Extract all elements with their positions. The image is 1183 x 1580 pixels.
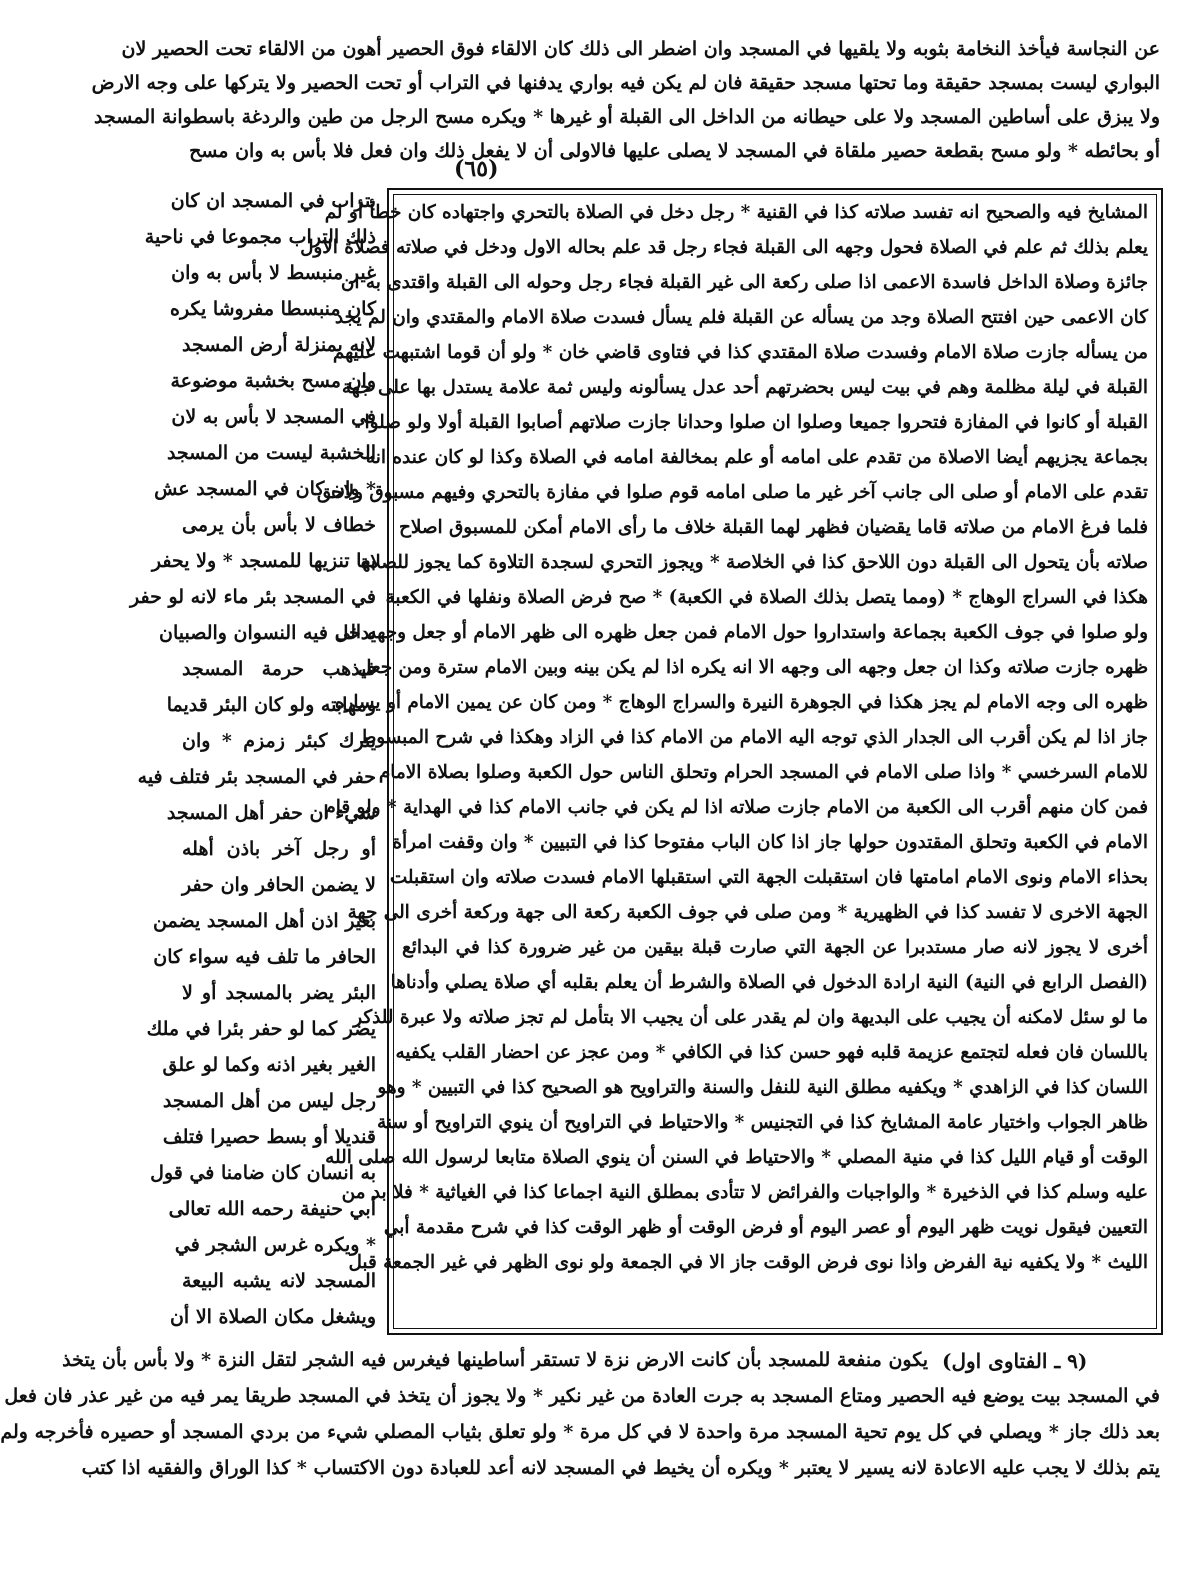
- main-line: ظاهر الجواب واختيار عامة المشايخ كذا في التجنيس * والاحتياط في التراويح أن ينوي التراويح أو سنة: [377, 1112, 1148, 1133]
- top-line: البواري ليست بمسجد حقيقة وما تحتها مسجد حقيقة فان لم يكن فيه بواري يدفنها في التراب أو تحت الحصير ولا يتركها على وجه الارض: [91, 72, 1160, 94]
- side-line: أو رجل آخر باذن أهله: [182, 838, 376, 860]
- side-line: المسجد لانه يشبه البيعة: [182, 1270, 376, 1292]
- main-line: فلما فرغ الامام من صلاته قاما يقضيان فظهر لهما القبلة خلاف ما رأى الامام أمكن للمسبوق اصلاح: [399, 517, 1148, 538]
- bottom-line: يكون منفعة للمسجد بأن كانت الارض نزة لا تستقر أساطينها فيغرس فيه الشجر لتقل النزة * ولا بأس بأن يتخذ: [62, 1349, 928, 1371]
- side-line: رجل ليس من أهل المسجد: [162, 1090, 376, 1112]
- main-line: بجماعة يجزيهم أيضا الاصلاة من تقدم على امامه أو علم بمخالفة امامه في الصلاة وكذا لو كان عنده انه: [365, 447, 1148, 468]
- side-line: فيذهب حرمة المسجد: [182, 658, 376, 680]
- main-line: المشايخ فيه والصحيح انه تفسد صلاته كذا في القنية * رجل دخل في الصلاة بالتحري واجتهاده كان خطأ أو لم: [324, 202, 1148, 223]
- side-line: خطاف لا بأس بأن يرمى: [182, 514, 376, 536]
- side-line: الخشبة ليست من المسجد: [166, 442, 376, 464]
- side-line: ويشغل مكان الصلاة الا أن: [169, 1306, 376, 1328]
- side-line: بتراب في المسجد ان كان: [170, 190, 376, 212]
- main-line: الليث * ولا يكفيه نية الفرض واذا نوى فرض الوقت جاز الا في الجمعة ولو نوى الظهر في غير الجمعة قبل: [348, 1252, 1148, 1273]
- top-line: عن النجاسة فيأخذ النخامة بثوبه ولا يلقيها في المسجد وان اضطر الى ذلك كان الالقاء فوق الحصير أهون من الالقاء تحت الحصير لان: [121, 38, 1160, 60]
- main-line: يعلم بذلك ثم علم في الصلاة فحول وجهه الى القبلة فجاء رجل قد علم بحاله الاول ودخل في صلاته فصلاة الاول: [300, 237, 1148, 258]
- page-number: (٦٥): [454, 156, 499, 182]
- main-line: من يسأله جازت صلاة الامام وفسدت صلاة المقتدي كذا في فتاوى قاضي خان * ولو أن قوما اشتبهت عليهم: [332, 342, 1148, 363]
- main-line: للامام السرخسي * واذا صلى الامام في المسجد الحرام وتحلق الناس حول الكعبة وصلوا بصلاة الامام: [378, 762, 1148, 783]
- main-line: ولو صلوا في جوف الكعبة بجماعة واستداروا حول الامام فمن جعل ظهره الى ظهر الامام أو جعل وجهه الى: [334, 622, 1148, 643]
- side-line: يضر كما لو حفر بئرا في ملك: [146, 1018, 376, 1040]
- main-line: فمن كان منهم أقرب الى الكعبة من الامام جازت صلاته اذا لم يكن في جانب الامام كذا في الهداية * ولو قام: [324, 797, 1148, 818]
- side-line: به انسان كان ضامنا في قول: [150, 1162, 376, 1184]
- main-line: التعيين فيقول نويت ظهر اليوم أو عصر اليوم أو فرض الوقت أو ظهر الوقت كذا في شرح مقدمة أبي: [383, 1217, 1148, 1238]
- top-line: أو بحائطه * ولو مسح بقطعة حصير ملقاة في المسجد لا يصلى عليها فالاولى أن لا يفعل ذلك وان فعل فلا بأس به وان مسح: [189, 140, 1160, 162]
- side-line: بها تنزيها للمسجد * ولا يحفر: [151, 550, 376, 572]
- main-line: باللسان فان فعله لتجتمع عزيمة قلبه فهو حسن كذا في الكافي * ومن عجز عن احضار القلب يكفيه: [395, 1042, 1148, 1063]
- side-line: * ويكره غرس الشجر في: [174, 1234, 376, 1256]
- bottom-line: في المسجد بيت يوضع فيه الحصير ومتاع المسجد به جرت العادة من غير نكير * ولا يجوز أن يتخذ في المسجد طريقا يمر فيه من غير عذر فان فعل: [4, 1385, 1160, 1407]
- top-line: ولا يبزق على أساطين المسجد ولا على حيطانه من الداخل الى القبلة أو غيرها * ويكره مسح الرجل من طين والردغة باسطوانة المسجد: [94, 106, 1160, 128]
- main-line: هكذا في السراج الوهاج * (ومما يتصل بذلك الصلاة في الكعبة) * صح فرض الصلاة ونفلها في الكعبة: [385, 587, 1148, 608]
- main-line: ظهره الى وجه الامام لم يجز هكذا في الجوهرة النيرة والسراج الوهاج * ومن كان عن يمين الامام أو يساره: [334, 692, 1148, 713]
- main-line: جاز اذا لم يكن أقرب الى الجدار الذي توجه اليه الامام من الامام كذا في الزاد وهكذا في شرح المبسوط: [359, 727, 1148, 748]
- side-line: * وان كان في المسجد عش: [154, 478, 376, 500]
- main-line: عليه وسلم كذا في الذخيرة * والواجبات والفرائض لا تتأدى بمطلق النية اجماعا كذا في الغياثية * فلا بد من: [341, 1182, 1148, 1203]
- side-line: البئر يضر بالمسجد أو لا: [182, 982, 376, 1004]
- side-line: الحافر ما تلف فيه سواء كان: [153, 946, 376, 968]
- side-line: أبي حنيفة رحمه الله تعالى: [168, 1198, 376, 1220]
- side-line: لا يضمن الحافر وان حفر: [182, 874, 376, 896]
- side-line: يترك كبئر زمزم * وان: [182, 730, 376, 752]
- side-line: كان منبسطا مفروشا يكره: [170, 298, 376, 320]
- main-line: الامام في الكعبة وتحلق المقتدون حولها جاز اذا كان الباب مفتوحا كذا في التبيين * وان وقفت امرأة: [392, 832, 1148, 853]
- main-line: ظهره جازت صلاته وكذا ان جعل وجهه الى وجهه الا انه يكره اذا لم يكن بينه وبين الامام سترة ومن جعل: [357, 657, 1148, 678]
- main-line: جائزة وصلاة الداخل فاسدة الاعمى اذا صلى ركعة الى غير القبلة فجاء رجل وحوله الى القبلة واقتدى به ان: [340, 272, 1148, 293]
- bottom-line: بعد ذلك جاز * ويصلي في كل يوم تحية المسجد مرة واحدة لا في كل مرة * ولو تعلق بثياب المصلي شيء من بردي المسجد أو حصيره فأخرجه ولم: [0, 1421, 1160, 1443]
- main-line: أخرى لا يجوز لانه صار مستدبرا عن الجهة التي صارت قبلة بيقين من غير ضرورة كذا في البدائع: [402, 937, 1148, 958]
- side-line: شيء ان حفر أهل المسجد: [166, 802, 376, 824]
- bottom-line: يتم بذلك لا يجب عليه الاعادة لانه يسير لا يعتبر * ويكره أن يخيط في المسجد لانه أعد للعبادة دون الاكتساب * كذا الوراق والفقيه اذا كتب: [81, 1457, 1160, 1479]
- side-line: ذلك التراب مجموعا في ناحية: [144, 226, 376, 248]
- main-line: القبلة أو كانوا في المفازة فتحروا جميعا وصلوا ان صلوا وحدانا جازت صلاتهم أصابوا القبلة أولا ولو صلوا: [364, 412, 1148, 433]
- main-line: (الفصل الرابع في النية) النية ارادة الدخول في الصلاة والشرط أن يعلم بقلبه أي صلاة يصلي وأدناها: [390, 972, 1148, 993]
- side-line: وان مسح بخشبة موضوعة: [170, 370, 376, 392]
- main-line: اللسان كذا في الزاهدي * ويكفيه مطلق النية للنفل والسنة والتراويح هو الصحيح كذا في التبيين * وهو: [377, 1077, 1148, 1098]
- main-line: الوقت أو قيام الليل كذا في منية المصلي * والاحتياط في السنن أن ينوي الصلاة متابعا لرسول الله صلى الله: [325, 1147, 1148, 1168]
- main-line: بحذاء الامام ونوى الامام امامتها فان استقبلت الجهة التي استقبلها الامام فسدت صلاته وان استقبلت: [389, 867, 1148, 888]
- side-line: قنديلا أو بسط حصيرا فتلف: [162, 1126, 376, 1148]
- side-line: في المسجد لا بأس به لان: [171, 406, 376, 428]
- side-line: في المسجد بئر ماء لانه لو حفر: [129, 586, 376, 608]
- main-line: تقدم على الامام أو صلى الى جانب آخر غير ما صلى امامه قوم صلوا في مفازة بالتحري وفيهم مسبوق ولاحق: [316, 482, 1148, 503]
- main-line: الجهة الاخرى لا تفسد كذا في الظهيرية * ومن صلى في جوف الكعبة ركعة الى جهة وركعة أخرى الى جهة: [347, 902, 1148, 923]
- signature-label: (٩ ـ الفتاوى اول): [942, 1349, 1088, 1373]
- side-line: غير منبسط لا بأس به وان: [171, 262, 376, 284]
- side-line: الغير بغير اذنه وكما لو علق: [162, 1054, 376, 1076]
- side-line: يدخل فيه النسوان والصبيان: [159, 622, 376, 644]
- side-line: ومهابته ولو كان البئر قديما: [166, 694, 376, 716]
- main-line: كان الاعمى حين افتتح الصلاة وجد من يسأله عن القبلة فلم يسأل فسدت صلاة الامام والمقتدي وان لم يجد: [334, 307, 1148, 328]
- main-line: القبلة في ليلة مظلمة وهم في بيت ليس بحضرتهم أحد عدل يسألونه وليس ثمة علامة يستدل بها على جهة: [341, 377, 1148, 398]
- side-line: بغير اذن أهل المسجد يضمن: [153, 910, 376, 932]
- main-line: صلاته بأن يتحول الى القبلة دون اللاحق كذا في الخلاصة * ويجوز التحري لسجدة التلاوة كما يجوز للصلاة: [360, 552, 1148, 573]
- side-line: لانه بمنزلة أرض المسجد: [182, 334, 376, 356]
- side-line: حفر في المسجد بئر فتلف فيه: [137, 766, 376, 788]
- main-line: ما لو سئل لامكنه أن يجيب على البديهة وان لم يقدر على أن يجيب الا بتأمل لم تجز صلاته ولا عبرة للذكر: [353, 1007, 1148, 1028]
